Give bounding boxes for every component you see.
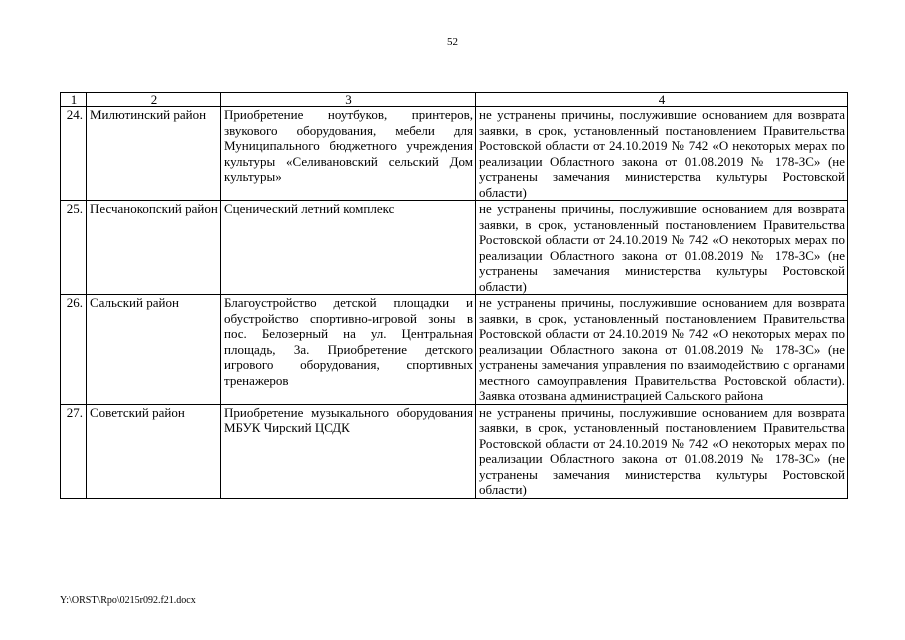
districts-table xyxy=(60,92,848,499)
table-row xyxy=(61,295,848,405)
project-description: Приобретение ноутбуков, принтеров, звукового оборудования, мебели для Муниципального бюджетного учреждения культуры «Селивановский сельский Дом культуры» xyxy=(221,107,476,201)
table-header-row xyxy=(61,93,848,107)
table-row xyxy=(61,107,848,201)
page-number: 52 xyxy=(447,36,458,48)
footer-file-path: Y:\ORST\Rpo\0215r092.f21.docx xyxy=(60,595,196,606)
header-cell: 3 xyxy=(221,93,476,107)
row-number: 27. xyxy=(61,404,87,498)
header-cell: 1 xyxy=(61,93,87,107)
row-number: 24. xyxy=(61,107,87,201)
row-number: 25. xyxy=(61,201,87,295)
header-cell: 2 xyxy=(87,93,221,107)
project-description: Сценический летний комплекс xyxy=(221,201,476,295)
rejection-reason: не устранены причины, послужившие основанием для возврата заявки, в срок, установленный постановлением Правительства Ростовской области от 24.10.2019 № 742 «О некоторых мерах по реализации Областного закона от 01.08.2019 № 178-ЗС» (не устранены замечания министерства культуры Ростовской области) xyxy=(476,201,848,295)
table-row xyxy=(61,201,848,295)
district-name: Советский район xyxy=(87,404,221,498)
table-row xyxy=(61,404,848,498)
rejection-reason: не устранены причины, послужившие основанием для возврата заявки, в срок, установленный постановлением Правительства Ростовской области от 24.10.2019 № 742 «О некоторых мерах по реализации Областного закона от 01.08.2019 № 178-ЗС» (не устранены замечания управления по взаимодействию с органами местного самоуправления Правительства Ростовской области). Заявка отозвана администрацией Сальского района xyxy=(476,295,848,405)
district-name: Песчанокопский район xyxy=(87,201,221,295)
row-number: 26. xyxy=(61,295,87,405)
header-cell: 4 xyxy=(476,93,848,107)
district-name: Сальский район xyxy=(87,295,221,405)
project-description: Благоустройство детской площадки и обустройство спортивно-игровой зоны в пос. Белозерный на ул. Центральная площадь, 3а. Приобретение детского игрового оборудования, спортивных тренажеров xyxy=(221,295,476,405)
rejection-reason: не устранены причины, послужившие основанием для возврата заявки, в срок, установленный постановлением Правительства Ростовской области от 24.10.2019 № 742 «О некоторых мерах по реализации Областного закона от 01.08.2019 № 178-ЗС» (не устранены замечания министерства культуры Ростовской области) xyxy=(476,404,848,498)
district-name: Милютинский район xyxy=(87,107,221,201)
project-description: Приобретение музыкального оборудования МБУК Чирский ЦСДК xyxy=(221,404,476,498)
rejection-reason: не устранены причины, послужившие основанием для возврата заявки, в срок, установленный постановлением Правительства Ростовской области от 24.10.2019 № 742 «О некоторых мерах по реализации Областного закона от 01.08.2019 № 178-ЗС» (не устранены замечания министерства культуры Ростовской области) xyxy=(476,107,848,201)
